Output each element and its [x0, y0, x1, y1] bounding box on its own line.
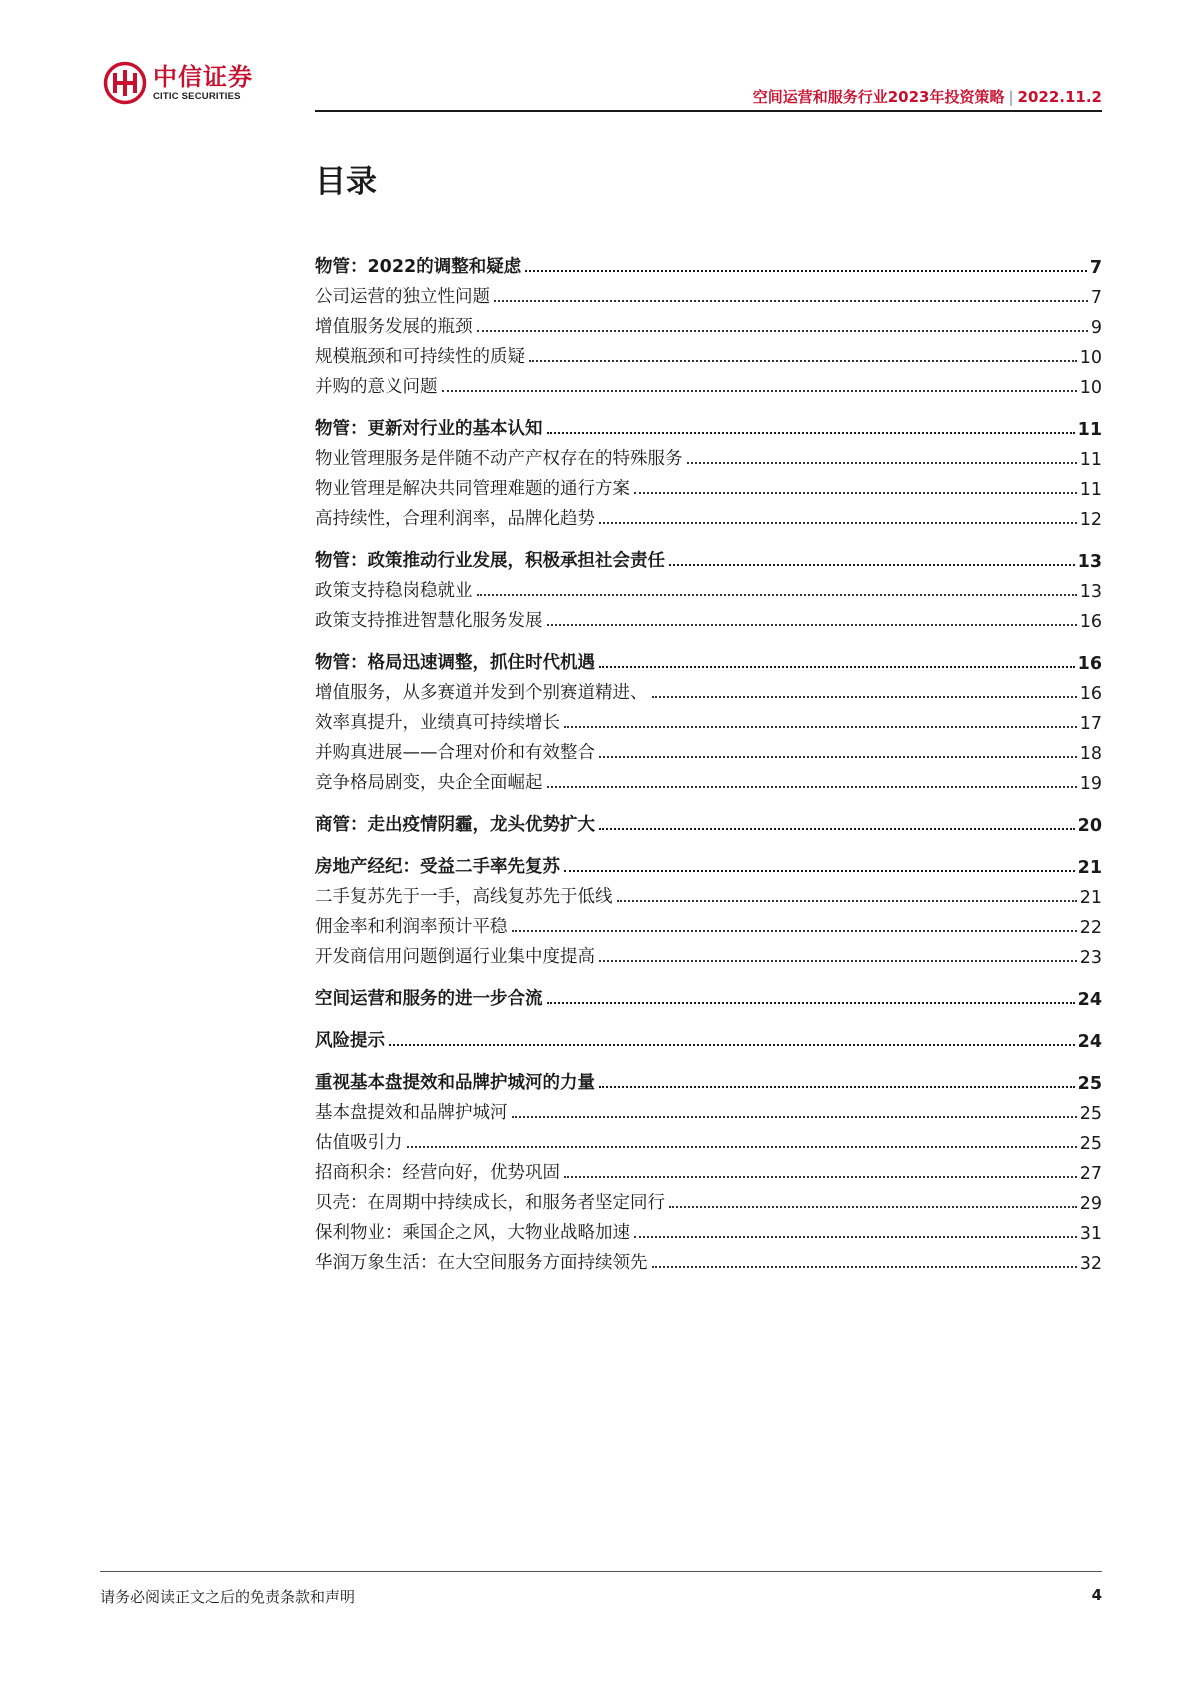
- toc-entry-label: 空间运营和服务的进一步合流: [315, 989, 543, 1009]
- toc-subsection-entry[interactable]: [315, 764, 1102, 794]
- toc-entry-page: 11: [1079, 450, 1102, 470]
- toc-entry-label: 风险提示: [315, 1031, 385, 1051]
- toc-section-entry[interactable]: [315, 980, 1102, 1010]
- toc-entry-page: 9: [1090, 318, 1102, 338]
- toc-entry-page: 25: [1077, 1074, 1102, 1094]
- toc-dot-leader: [494, 300, 1088, 302]
- toc-subsection-entry[interactable]: [315, 1154, 1102, 1184]
- toc-dot-leader: [564, 870, 1075, 872]
- toc-dot-leader: [617, 900, 1077, 902]
- toc-entry-label: 佣金率和利润率预计平稳: [315, 917, 508, 937]
- toc-entry-label: 物管：更新对行业的基本认知: [315, 419, 543, 439]
- logo-cn-text: 中信证券: [153, 62, 253, 91]
- toc-dot-leader: [652, 696, 1077, 698]
- toc-entry-label: 增值服务发展的瓶颈: [315, 317, 473, 337]
- toc-entry-label: 物业管理服务是伴随不动产产权存在的特殊服务: [315, 449, 683, 469]
- toc-entry-page: 23: [1079, 948, 1102, 968]
- toc-entry-page: 24: [1077, 990, 1102, 1010]
- toc-section-entry[interactable]: [315, 542, 1102, 572]
- toc-entry-label: 物业管理是解决共同管理难题的通行方案: [315, 479, 630, 499]
- toc-entry-page: 19: [1079, 774, 1102, 794]
- toc-entry-page: 18: [1079, 744, 1102, 764]
- toc-subsection-entry[interactable]: [315, 1124, 1102, 1154]
- header-divider: [315, 110, 1102, 112]
- toc-entry-page: 25: [1079, 1134, 1102, 1154]
- toc-entry-label: 物管：格局迅速调整，抓住时代机遇: [315, 653, 595, 673]
- citic-emblem-icon: [103, 61, 147, 105]
- toc-entry-page: 16: [1077, 654, 1102, 674]
- citic-logo: [103, 61, 253, 105]
- toc-subsection-entry[interactable]: [315, 572, 1102, 602]
- toc-entry-page: 12: [1079, 510, 1102, 530]
- toc-entry-label: 高持续性，合理利润率，品牌化趋势: [315, 509, 595, 529]
- toc-subsection-entry[interactable]: [315, 938, 1102, 968]
- toc-dot-leader: [599, 960, 1077, 962]
- toc-entry-page: 32: [1079, 1254, 1102, 1274]
- toc-dot-leader: [547, 624, 1077, 626]
- toc-subsection-entry[interactable]: [315, 602, 1102, 632]
- toc-entry-page: 16: [1079, 684, 1102, 704]
- toc-dot-leader: [634, 492, 1077, 494]
- report-header: [753, 86, 1102, 107]
- toc-section-entry[interactable]: [315, 1064, 1102, 1094]
- toc-subsection-entry[interactable]: [315, 734, 1102, 764]
- toc-subsection-entry[interactable]: [315, 1244, 1102, 1274]
- toc-entry-label: 估值吸引力: [315, 1133, 403, 1153]
- toc-entry-label: 招商积余：经营向好，优势巩固: [315, 1163, 560, 1183]
- toc-dot-leader: [669, 564, 1075, 566]
- toc-dot-leader: [599, 666, 1075, 668]
- toc-subsection-entry[interactable]: [315, 1214, 1102, 1244]
- toc-dot-leader: [652, 1266, 1077, 1268]
- toc-subsection-entry[interactable]: [315, 368, 1102, 398]
- toc-entry-label: 政策支持推进智慧化服务发展: [315, 611, 543, 631]
- toc-entry-label: 二手复苏先于一手，高线复苏先于低线: [315, 887, 613, 907]
- toc-entry-page: 24: [1077, 1032, 1102, 1052]
- toc-dot-leader: [669, 1206, 1077, 1208]
- toc-entry-page: 13: [1079, 582, 1102, 602]
- toc-entry-page: 29: [1079, 1194, 1102, 1214]
- toc-dot-leader: [687, 462, 1077, 464]
- toc-subsection-entry[interactable]: [315, 1094, 1102, 1124]
- toc-subsection-entry[interactable]: [315, 704, 1102, 734]
- toc-subsection-entry[interactable]: [315, 878, 1102, 908]
- toc-dot-leader: [389, 1044, 1075, 1046]
- toc-entry-label: 保利物业：乘国企之风，大物业战略加速: [315, 1223, 630, 1243]
- toc-entry-page: 31: [1079, 1224, 1102, 1244]
- toc-entry-label: 政策支持稳岗稳就业: [315, 581, 473, 601]
- toc-dot-leader: [599, 828, 1075, 830]
- toc-subsection-entry[interactable]: [315, 338, 1102, 368]
- table-of-contents: [315, 248, 1102, 1274]
- toc-entry-label: 房地产经纪：受益二手率先复苏: [315, 857, 560, 877]
- toc-entry-page: 10: [1079, 348, 1102, 368]
- toc-entry-label: 规模瓶颈和可持续性的质疑: [315, 347, 525, 367]
- toc-subsection-entry[interactable]: [315, 1184, 1102, 1214]
- toc-entry-label: 竞争格局剧变，央企全面崛起: [315, 773, 543, 793]
- toc-entry-page: 11: [1079, 480, 1102, 500]
- toc-entry-page: 20: [1077, 816, 1102, 836]
- toc-entry-page: 7: [1090, 288, 1102, 308]
- toc-entry-page: 11: [1077, 420, 1102, 440]
- toc-entry-page: 22: [1079, 918, 1102, 938]
- toc-dot-leader: [599, 1086, 1075, 1088]
- toc-dot-leader: [407, 1146, 1077, 1148]
- toc-section-entry[interactable]: [315, 1022, 1102, 1052]
- toc-section-entry[interactable]: [315, 410, 1102, 440]
- footer-page-number: 4: [1091, 1586, 1102, 1604]
- toc-subsection-entry[interactable]: [315, 308, 1102, 338]
- toc-entry-label: 效率真提升，业绩真可持续增长: [315, 713, 560, 733]
- toc-subsection-entry[interactable]: [315, 908, 1102, 938]
- toc-entry-label: 重视基本盘提效和品牌护城河的力量: [315, 1073, 595, 1093]
- toc-dot-leader: [564, 1176, 1077, 1178]
- toc-entry-page: 21: [1077, 858, 1102, 878]
- toc-entry-label: 增值服务，从多赛道并发到个别赛道精进、: [315, 683, 648, 703]
- toc-dot-leader: [512, 1116, 1077, 1118]
- toc-entry-page: 27: [1079, 1164, 1102, 1184]
- toc-entry-label: 华润万象生活：在大空间服务方面持续领先: [315, 1253, 648, 1273]
- toc-section-entry[interactable]: [315, 848, 1102, 878]
- toc-dot-leader: [512, 930, 1077, 932]
- toc-entry-label: 公司运营的独立性问题: [315, 287, 490, 307]
- toc-subsection-entry[interactable]: [315, 500, 1102, 530]
- toc-entry-label: 贝壳：在周期中持续成长，和服务者坚定同行: [315, 1193, 665, 1213]
- toc-subsection-entry[interactable]: [315, 674, 1102, 704]
- toc-entry-label: 开发商信用问题倒逼行业集中度提高: [315, 947, 595, 967]
- toc-entry-page: 17: [1079, 714, 1102, 734]
- toc-subsection-entry[interactable]: [315, 470, 1102, 500]
- toc-entry-page: 21: [1079, 888, 1102, 908]
- toc-dot-leader: [547, 786, 1077, 788]
- logo-en-text: CITIC SECURITIES: [153, 90, 241, 102]
- toc-dot-leader: [599, 522, 1077, 524]
- toc-subsection-entry[interactable]: [315, 440, 1102, 470]
- footer-disclaimer: 请务必阅读正文之后的免责条款和声明: [100, 1588, 356, 1606]
- toc-dot-leader: [564, 726, 1077, 728]
- toc-entry-label: 并购的意义问题: [315, 377, 438, 397]
- toc-dot-leader: [599, 756, 1077, 758]
- toc-dot-leader: [634, 1236, 1077, 1238]
- toc-section-entry[interactable]: [315, 806, 1102, 836]
- toc-entry-page: 13: [1077, 552, 1102, 572]
- toc-dot-leader: [525, 270, 1087, 272]
- toc-dot-leader: [477, 594, 1077, 596]
- report-date: 2022.11.2: [1017, 88, 1102, 106]
- toc-title: 目录: [315, 164, 377, 200]
- toc-entry-label: 物管：2022的调整和疑虑: [315, 257, 522, 277]
- report-title: 空间运营和服务行业2023年投资策略: [752, 88, 1005, 106]
- header-separator: |: [1008, 88, 1014, 106]
- toc-section-entry[interactable]: [315, 248, 1102, 278]
- footer-divider: [100, 1571, 1102, 1572]
- toc-dot-leader: [547, 432, 1075, 434]
- toc-entry-page: 25: [1079, 1104, 1102, 1124]
- toc-subsection-entry[interactable]: [315, 278, 1102, 308]
- toc-dot-leader: [529, 360, 1077, 362]
- toc-entry-label: 物管：政策推动行业发展，积极承担社会责任: [315, 551, 665, 571]
- toc-dot-leader: [547, 1002, 1075, 1004]
- toc-entry-page: 7: [1089, 258, 1102, 278]
- toc-dot-leader: [477, 330, 1088, 332]
- toc-entry-label: 商管：走出疫情阴霾，龙头优势扩大: [315, 815, 595, 835]
- toc-entry-label: 基本盘提效和品牌护城河: [315, 1103, 508, 1123]
- toc-entry-label: 并购真进展——合理对价和有效整合: [315, 743, 595, 763]
- toc-dot-leader: [442, 390, 1077, 392]
- toc-entry-page: 16: [1079, 612, 1102, 632]
- toc-section-entry[interactable]: [315, 644, 1102, 674]
- toc-entry-page: 10: [1079, 378, 1102, 398]
